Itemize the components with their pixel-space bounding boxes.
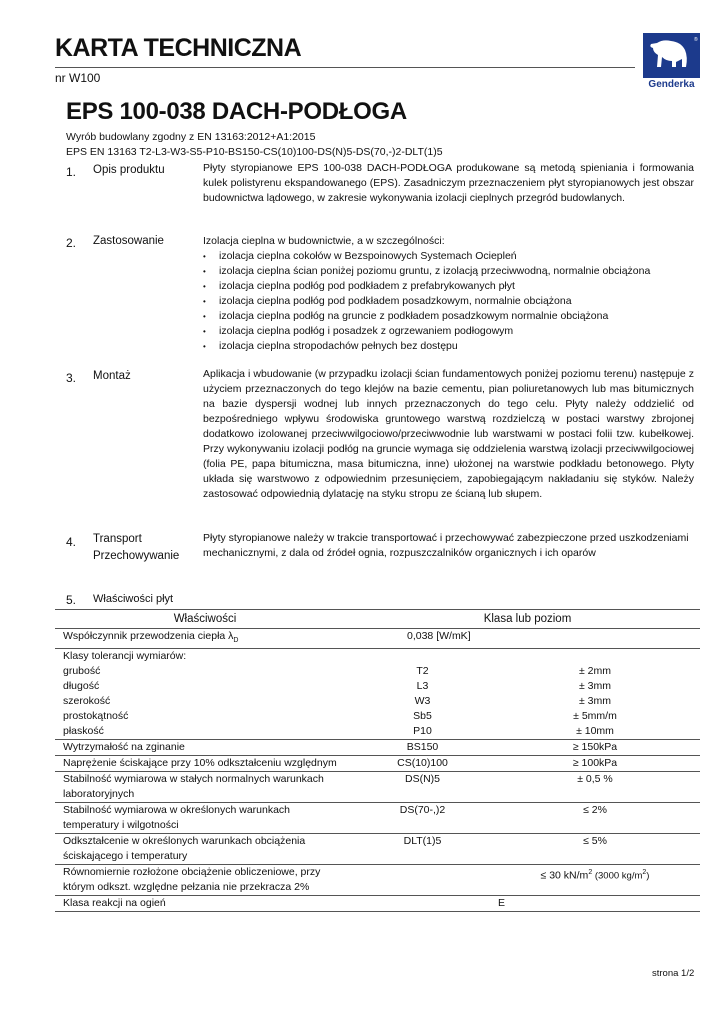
table-row bbox=[55, 740, 700, 756]
section-2-label: Zastosowanie bbox=[93, 235, 164, 247]
list-item: • izolacja cieplna stropodachów pełnych bez dostępu bbox=[203, 339, 694, 354]
table-row bbox=[55, 629, 700, 649]
section-1-text: Płyty styropianowe EPS 100-038 DACH-PODŁOGA produkowane są metodą spieniania i formowania kulek polistyrenu ekspandowanego (EPS). Zasadniczym przeznaczeniem płyt styropianowych jest obszar budownictwa lądowego, w zakresie wykonywania izolacji cieplnych przegród budowlanych. bbox=[203, 162, 694, 204]
section-3-label: Montaż bbox=[93, 370, 131, 382]
class-cell: BS150 bbox=[355, 740, 490, 756]
value-cell: ≥ 150kPa bbox=[490, 740, 700, 756]
section-4-label bbox=[93, 531, 179, 565]
class-cell: CS(10)100 bbox=[355, 756, 490, 772]
bear-icon bbox=[643, 33, 700, 78]
property-label: Współczynnik przewodzenia ciepła λ bbox=[63, 630, 234, 642]
list-item: • izolacja cieplna podłóg i posadzek z ogrzewaniem podłogowym bbox=[203, 324, 694, 339]
property-cell: Stabilność wymiarowa w stałych normalnych warunkach laboratoryjnych bbox=[55, 772, 355, 803]
section-3-text: Aplikacja i wbudowanie (w przypadku izolacji ścian fundamentowych poniżej poziomu terenu) następuje z użyciem przeznaczonych do tego klejów na bazie cementu, pian poliuretanowych lub mas bitumicznych na bazie dyspersji wodnej lub innych przeznaczonych do tego celu. Płyty należy oddzielić od bezpośredniego wpływu środowiska gruntowego warstwą rozdzielczą w postaci warstwy zbrojonej dodatkowo izolowanej przeciwwilgociowo/przeciwwodnie lub warstwami w postaci folii tzw. kubełkowej. Przy wykonywaniu izolacji podłóg na gruncie wymaga się oddzielenia warstwą izolacji przeciwwilgociowej (folia PE, papa bitumiczna, masa bitumiczna, inne) ułożonej na warstwie podkładu betonowego. Płyty układa się warstwowo z odpowiednim przesunięciem, zapobiegającym nakładaniu się styków. Należy zastosować odpowiednią dylatację na styku stropu ze ścianą lub słupem. bbox=[203, 368, 694, 500]
list-item: • izolacja cieplna cokołów w Bezspoinowych Systemach Ociepleń bbox=[203, 249, 694, 264]
property-cell: Stabilność wymiarowa w określonych warunkach temperatury i wilgotności bbox=[55, 803, 355, 834]
header-class: Klasa lub poziom bbox=[355, 610, 700, 629]
property-cell: Klasy tolerancji wymiarów: bbox=[63, 650, 187, 663]
section-2-intro: Izolacja cieplna w budownictwie, a w szczególności: bbox=[203, 235, 445, 247]
value-cell: ± 2mm bbox=[578, 665, 611, 678]
class-cell: T2 bbox=[416, 665, 429, 678]
class-cell: DS(70-,)2 bbox=[355, 803, 490, 834]
property-cell: Klasa reakcji na ogień bbox=[55, 896, 355, 912]
class-cell: DLT(1)5 bbox=[355, 834, 490, 865]
value-cell: ± 0,5 % bbox=[490, 772, 700, 803]
property-cell: długość bbox=[63, 680, 100, 693]
property-cell: płaskość bbox=[55, 724, 355, 740]
table-row bbox=[55, 649, 700, 665]
section-4-label-line2: Przechowywanie bbox=[93, 550, 180, 562]
property-cell: Naprężenie ściskające przy 10% odkształceniu względnym bbox=[55, 756, 355, 772]
page-number: strona 1/2 bbox=[652, 968, 695, 979]
property-cell: Odkształcenie w określonych warunkach obciążenia ściskającego i temperatury bbox=[55, 834, 355, 865]
class-cell: P10 bbox=[355, 724, 490, 740]
list-item: • izolacja cieplna podłóg na gruncie z podkładem posadzkowym normalnie obciążona bbox=[203, 309, 694, 324]
header-property: Właściwości bbox=[55, 610, 355, 629]
lambda-subscript: D bbox=[233, 637, 239, 645]
document-number: nr W100 bbox=[55, 71, 101, 85]
load-value: ≤ 30 kN/m bbox=[540, 869, 589, 882]
load-close: ) bbox=[646, 870, 650, 882]
section-4-number: 4. bbox=[66, 535, 77, 549]
table-row bbox=[55, 772, 700, 803]
compliance-text: Wyrób budowlany zgodny z EN 13163:2012+A1:2015 bbox=[66, 131, 316, 143]
table-row bbox=[55, 664, 700, 679]
section-5-label: Właściwości płyt bbox=[93, 593, 174, 605]
value-cell: ± 3mm bbox=[578, 695, 611, 708]
class-cell bbox=[355, 865, 490, 896]
table-row bbox=[55, 896, 700, 912]
section-1-label: Opis produktu bbox=[93, 164, 165, 176]
logo-text: Genderka bbox=[648, 79, 695, 90]
list-item: • izolacja cieplna podłóg pod podkładem z prefabrykowanych płyt bbox=[203, 279, 694, 294]
section-3-number: 3. bbox=[66, 371, 77, 385]
class-cell: Sb5 bbox=[413, 710, 432, 723]
application-list bbox=[203, 249, 694, 354]
table-row bbox=[55, 756, 700, 772]
section-4-text: Płyty styropianowe należy w trakcie transportować i przechowywać zabezpieczone przed uszkodzeniami mechanicznymi, z dala od źródeł ognia, rozpuszczalników organicznych i ich oparów bbox=[203, 532, 689, 559]
table-row bbox=[55, 803, 700, 834]
table-row bbox=[55, 709, 700, 724]
value-cell: ± 10mm bbox=[490, 724, 700, 740]
list-item: • izolacja cieplna ścian poniżej poziomu gruntu, z izolacją przeciwwodną, normalnie obciążona bbox=[203, 264, 694, 279]
properties-table bbox=[55, 609, 700, 912]
table-row bbox=[55, 834, 700, 865]
property-cell: Wytrzymałość na zginanie bbox=[55, 740, 355, 756]
section-4-label-line1: Transport bbox=[93, 533, 142, 545]
table-row bbox=[55, 694, 700, 709]
value-cell: ≥ 100kPa bbox=[490, 756, 700, 772]
property-cell: szerokość bbox=[63, 695, 111, 708]
section-1-number: 1. bbox=[66, 165, 77, 179]
table-row bbox=[55, 679, 700, 694]
value-cell bbox=[490, 865, 700, 896]
table-row bbox=[55, 724, 700, 740]
value-cell: ≤ 2% bbox=[490, 803, 700, 834]
class-cell: DS(N)5 bbox=[355, 772, 490, 803]
document-title: KARTA TECHNICZNA bbox=[55, 34, 302, 62]
product-code: EPS EN 13163 T2-L3-W3-S5-P10-BS150-CS(10)100-DS(N)5-DS(70,-)2-DLT(1)5 bbox=[66, 146, 443, 158]
section-5-number: 5. bbox=[66, 593, 77, 607]
value-cell: 0,038 [W/mK] bbox=[355, 629, 700, 649]
genderka-logo bbox=[643, 33, 700, 91]
load-value-kg: (3000 kg/m bbox=[592, 870, 643, 882]
property-cell: Równomiernie rozłożone obciążenie obliczeniowe, przy którym odkszt. względne pełzania nie przekracza 2% bbox=[55, 865, 355, 896]
list-item: • izolacja cieplna podłóg pod podkładem posadzkowym, normalnie obciążona bbox=[203, 294, 694, 309]
load-sup: 2 bbox=[588, 869, 593, 877]
section-2-content bbox=[203, 234, 694, 354]
class-cell bbox=[355, 896, 490, 912]
property-cell: prostokątność bbox=[63, 710, 129, 723]
value-cell: ± 3mm bbox=[578, 680, 611, 693]
property-cell: grubość bbox=[63, 665, 101, 678]
product-name: EPS 100-038 DACH-PODŁOGA bbox=[66, 98, 407, 125]
header-divider bbox=[55, 67, 635, 68]
load-sup-kg: 2 bbox=[642, 869, 647, 877]
value-cell: ≤ 5% bbox=[490, 834, 700, 865]
svg-text:®: ® bbox=[694, 37, 698, 43]
value-cell: ± 5mm/m bbox=[573, 710, 617, 723]
section-2-number: 2. bbox=[66, 236, 77, 250]
class-cell: W3 bbox=[414, 695, 431, 708]
class-cell: L3 bbox=[416, 680, 429, 693]
property-cell bbox=[55, 629, 355, 649]
value-cell: E bbox=[490, 896, 700, 912]
table-row bbox=[55, 865, 700, 896]
